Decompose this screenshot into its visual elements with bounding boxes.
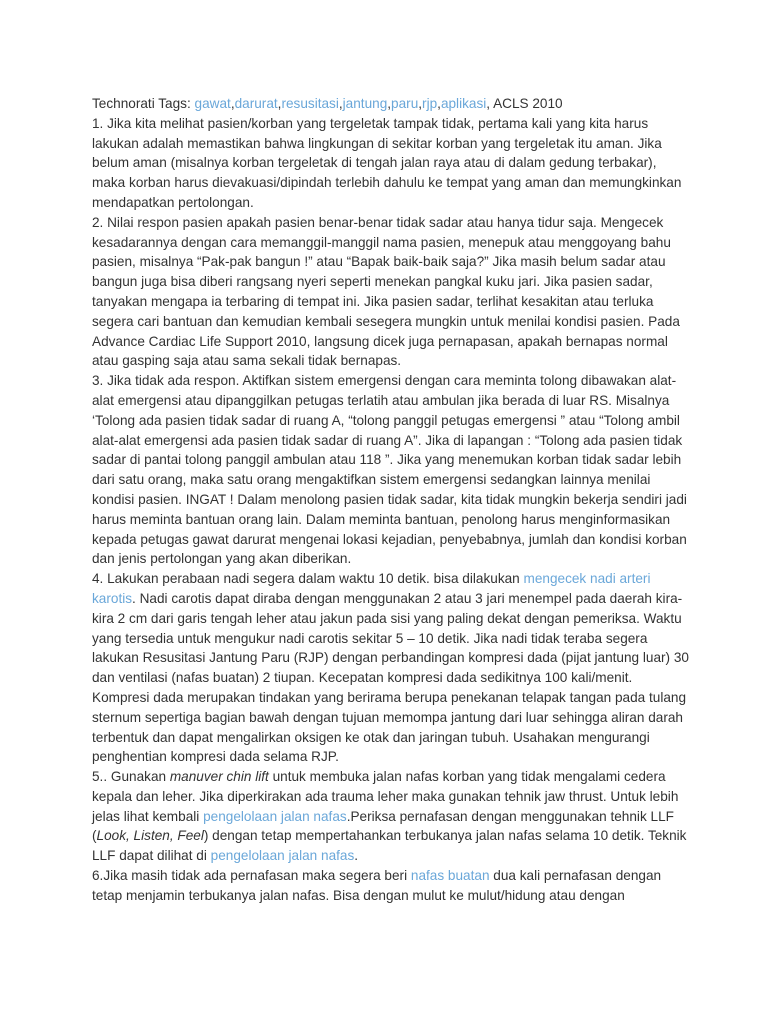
step-6-text-2: dua kali pernafasan dengan tetap menjamin terbukanya jalan nafas. Bisa dengan mulut ke mulut/hidung atau dengan	[92, 868, 662, 903]
tag-link-paru[interactable]: paru	[391, 96, 419, 111]
step-5-text-1: 5.. Gunakan	[92, 769, 170, 785]
paragraph-step-3: 3. Jika tidak ada respon. Aktifkan sistem emergensi dengan cara meminta tolong dibawakan alat-alat emergensi atau dipanggilkan petugas terlatih atau ambulan jika berada di luar RS. Misalnya ‘Tolong ada pasien tidak sadar di ruang A, “tolong panggil petugas emergensi ” atau “Tolong ambil alat-alat emergensi ada pasien tidak sadar di ruang A”. Jika di lapangan : “Tolong ada pasien tidak sadar di pantai tolong panggil ambulan atau 118 ”. Jika yang menemukan korban tidak sadar lebih dari satu orang, maka satu orang mengaktifkan sistem emergensi sedangkan lainnya menilai kondisi pasien. INGAT ! Dalam menolong pasien tidak sadar, kita tidak mungkin bekerja sendiri jadi harus meminta bantuan orang lain. Dalam meminta bantuan, penolong harus menginformasikan kepada petugas gawat darurat mengenai lokasi kejadian, penyebabnya, jumlah dan kondisi korban dan jenis pertolongan yang akan diberikan.	[92, 373, 687, 567]
step-5-text-4: ) dengan tetap mempertahankan terbukanya jalan nafas selama 10 detik. Teknik LLF dapat dilihat di	[92, 828, 687, 864]
paragraph-step-5	[92, 767, 692, 866]
step-5-italic-chin-lift: manuver chin lift	[169, 769, 269, 785]
step-5-italic-llf: Look, Listen, Feel	[96, 828, 204, 844]
link-mengecek-nadi-arteri-karotis[interactable]: mengecek nadi arteri karotis	[92, 571, 651, 606]
tag-separator: ,	[437, 96, 441, 111]
tags-prefix: Technorati Tags:	[92, 96, 195, 111]
article-body	[92, 94, 692, 906]
step-6-text-1: 6.Jika masih tidak ada pernafasan maka segera beri	[92, 868, 411, 884]
paragraph-step-4	[92, 569, 692, 767]
tag-link-jantung[interactable]: jantung	[342, 96, 388, 111]
tag-separator: ,	[277, 96, 282, 111]
step-4-text-after: . Nadi carotis dapat diraba dengan menggunakan 2 atau 3 jari menempel pada daerah kira-kira 2 cm dari garis tengah leher atau jakun pada sisi yang paling dekat dengan pemeriksa. Waktu yang tersedia untuk mengukur nadi carotis sekitar 5 – 10 detik. Jika nadi tidak teraba segera lakukan Resusitasi Jantung Paru (RJP) dengan perbandingan kompresi dada (pijat jantung luar) 30 dan ventilasi (nafas buatan) 2 tiupan. Kecepatan kompresi dada sedikitnya 100 kali/menit. Kompresi dada merupakan tindakan yang berirama berupa penekanan telapak tangan pada tulang sternum sepertiga bagian bawah dengan tujuan memompa jantung dari luar sehingga aliran darah terbentuk dan dapat mengalirkan oksigen ke otak dan jaringan tubuh. Usahakan mengurangi penghentian kompresi dada selama RJP.	[92, 590, 689, 765]
tag-separator: ,	[338, 96, 343, 111]
tag-link-rjp[interactable]: rjp	[422, 96, 438, 111]
tags-suffix: , ACLS 2010	[486, 96, 563, 111]
paragraph-step-2: 2. Nilai respon pasien apakah pasien benar-benar tidak sadar atau hanya tidur saja. Mengecek kesadarannya dengan cara memanggil-manggil nama pasien, menepuk atau menggoyang bahu pasien, misalnya “Pak-pak bangun !” atau “Bapak baik-baik saja?” Jika masih belum sadar atau bangun juga bisa diberi rangsang nyeri seperti menekan pangkal kuku jari. Jika pasien sadar, tanyakan mengapa ia terbaring di tempat ini. Jika pasien sadar, terlihat kesakitan atau terluka segera cari bantuan dan kemudian kembali sesegera mungkin untuk menilai kondisi pasien. Pada Advance Cardiac Life Support 2010, langsung dicek juga pernapasan, apakah bernapas normal atau gasping saja atau sama sekali tidak bernapas.	[92, 214, 680, 369]
tag-separator: ,	[387, 96, 392, 111]
step-5-text-3: .Periksa pernafasan dengan menggunakan tehnik LLF (	[92, 808, 674, 844]
tag-link-aplikasi[interactable]: aplikasi	[440, 96, 487, 111]
tag-link-gawat[interactable]: gawat	[194, 96, 231, 111]
link-pengelolaan-jalan-nafas-1[interactable]: pengelolaan jalan nafas	[203, 808, 347, 824]
tag-separator: ,	[418, 96, 423, 111]
link-nafas-buatan[interactable]: nafas buatan	[410, 868, 490, 884]
step-4-text-before: 4. Lakukan perabaan nadi segera dalam waktu 10 detik. bisa dilakukan	[92, 571, 524, 587]
step-5-text-2: untuk membuka jalan nafas korban yang tidak mengalami cedera kepala dan leher. Jika diperkirakan ada trauma leher maka gunakan tehnik jaw thrust. Untuk lebih jelas lihat kembali	[92, 769, 679, 824]
tag-separator: ,	[230, 96, 235, 111]
tag-link-resusitasi[interactable]: resusitasi	[281, 96, 339, 111]
paragraph-step-1: 1. Jika kita melihat pasien/korban yang tergeletak tampak tidak, pertama kali yang kita harus lakukan adalah memastikan bahwa lingkungan di sekitar korban yang tergeletak itu aman. Jika belum aman (misalnya korban tergeletak di tengah jalan raya atau di dalam gedung terbakar), maka korban harus dievakuasi/dipindah terlebih dahulu ke tempat yang aman dan memungkinkan mendapatkan pertolongan.	[92, 115, 682, 210]
technorati-tags-line	[92, 94, 692, 114]
step-5-text-5: .	[354, 848, 359, 864]
paragraph-step-6	[92, 866, 692, 906]
link-pengelolaan-jalan-nafas-2[interactable]: pengelolaan jalan nafas	[210, 848, 355, 864]
tag-link-darurat[interactable]: darurat	[234, 96, 278, 111]
